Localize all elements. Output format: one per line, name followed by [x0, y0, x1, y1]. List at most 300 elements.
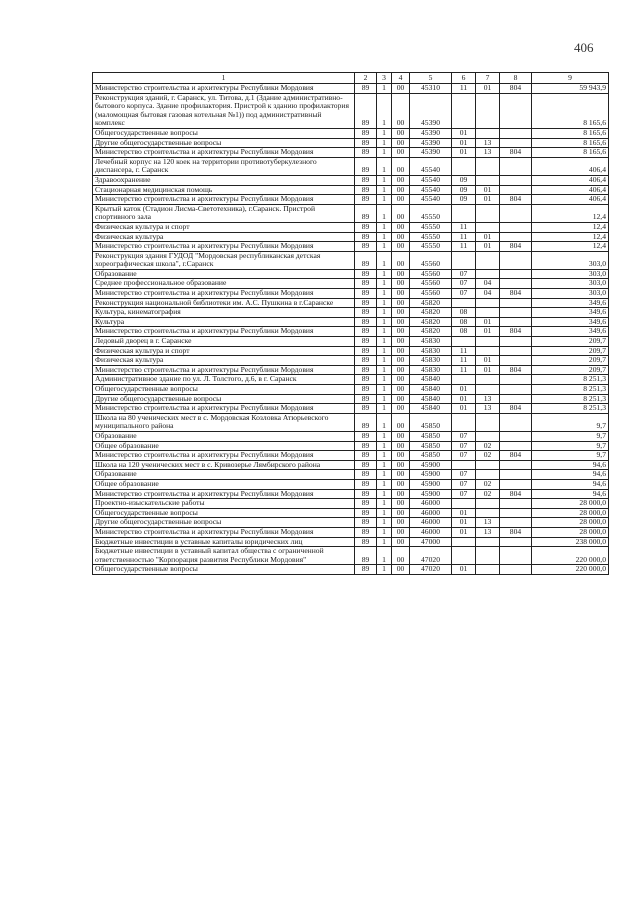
row-code-3: 1 [377, 289, 392, 299]
row-code-6: 11 [452, 84, 476, 94]
row-name: Школа на 80 ученических мест в с. Мордовская Козловка Атюрьевского муниципального района [93, 413, 355, 431]
row-code-5: 45830 [410, 337, 452, 347]
row-name: Общегосударственные вопросы [93, 128, 355, 138]
row-amount: 8 165,6 [532, 128, 609, 138]
row-code-5: 45390 [410, 148, 452, 158]
row-code-3: 1 [377, 317, 392, 327]
row-code-3: 1 [377, 308, 392, 318]
table-row [93, 93, 609, 128]
row-code-8 [500, 232, 532, 242]
row-code-8 [500, 413, 532, 431]
row-code-3: 1 [377, 138, 392, 148]
table-row [93, 251, 609, 269]
table-row [93, 84, 609, 94]
row-code-4: 00 [392, 547, 410, 565]
row-amount: 8 165,6 [532, 148, 609, 158]
row-code-5: 45850 [410, 451, 452, 461]
row-code-3: 1 [377, 508, 392, 518]
row-amount: 303,0 [532, 269, 609, 279]
row-code-2: 89 [355, 128, 377, 138]
row-code-8 [500, 337, 532, 347]
row-code-3: 1 [377, 460, 392, 470]
row-code-5: 45560 [410, 279, 452, 289]
row-amount: 94,6 [532, 479, 609, 489]
row-code-7 [476, 499, 500, 509]
row-code-2: 89 [355, 460, 377, 470]
row-code-8 [500, 317, 532, 327]
row-amount: 12,4 [532, 232, 609, 242]
column-header: 8 [500, 73, 532, 84]
row-amount: 8 251,3 [532, 375, 609, 385]
row-code-8 [500, 508, 532, 518]
row-code-3: 1 [377, 451, 392, 461]
row-code-8 [500, 441, 532, 451]
row-code-5: 45850 [410, 431, 452, 441]
row-code-2: 89 [355, 84, 377, 94]
row-code-7: 01 [476, 84, 500, 94]
row-code-4: 00 [392, 537, 410, 547]
row-code-3: 1 [377, 365, 392, 375]
row-code-6: 07 [452, 441, 476, 451]
row-code-7: 13 [476, 138, 500, 148]
row-code-4: 00 [392, 93, 410, 128]
row-code-5: 45540 [410, 185, 452, 195]
row-code-7: 01 [476, 327, 500, 337]
row-code-6: 07 [452, 451, 476, 461]
row-code-4: 00 [392, 222, 410, 232]
row-name: Физическая культура [93, 356, 355, 366]
row-name: Министерство строительства и архитектуры Республики Мордовия [93, 84, 355, 94]
row-code-3: 1 [377, 356, 392, 366]
row-code-8 [500, 279, 532, 289]
row-code-7 [476, 547, 500, 565]
row-amount: 9,7 [532, 441, 609, 451]
row-name: Министерство строительства и архитектуры Республики Мордовия [93, 404, 355, 414]
row-code-7: 13 [476, 148, 500, 158]
table-row [93, 356, 609, 366]
row-code-5: 45840 [410, 375, 452, 385]
row-code-4: 00 [392, 460, 410, 470]
row-code-5: 45560 [410, 289, 452, 299]
row-name: Крытый каток (Стадион Лисма-Светотехника), г.Саранск. Пристрой спортивного зала [93, 204, 355, 222]
row-name: Общее образование [93, 479, 355, 489]
row-code-7: 01 [476, 242, 500, 252]
row-code-4: 00 [392, 148, 410, 158]
row-code-7: 02 [476, 441, 500, 451]
row-code-5: 45540 [410, 157, 452, 175]
row-name: Бюджетные инвестиции в уставный капитал общества с ограниченной ответственностью "Корпорация развития Республики Мордовия" [93, 547, 355, 565]
row-code-5: 45820 [410, 317, 452, 327]
row-code-6 [452, 157, 476, 175]
row-amount: 349,6 [532, 317, 609, 327]
table-body [93, 84, 609, 575]
row-name: Другие общегосударственные вопросы [93, 518, 355, 528]
table-row [93, 204, 609, 222]
row-code-4: 00 [392, 317, 410, 327]
row-code-6: 01 [452, 138, 476, 148]
row-code-8: 804 [500, 404, 532, 414]
row-code-6: 09 [452, 175, 476, 185]
row-amount: 12,4 [532, 204, 609, 222]
row-amount: 406,4 [532, 175, 609, 185]
row-code-6 [452, 298, 476, 308]
table-row [93, 404, 609, 414]
row-code-5: 47000 [410, 537, 452, 547]
table-row [93, 565, 609, 575]
row-code-2: 89 [355, 222, 377, 232]
row-code-2: 89 [355, 195, 377, 205]
row-amount: 349,6 [532, 327, 609, 337]
row-code-5: 45900 [410, 489, 452, 499]
row-code-2: 89 [355, 394, 377, 404]
row-code-7: 02 [476, 451, 500, 461]
row-code-2: 89 [355, 441, 377, 451]
row-code-7 [476, 413, 500, 431]
row-code-6: 01 [452, 128, 476, 138]
row-amount: 94,6 [532, 460, 609, 470]
row-code-6 [452, 460, 476, 470]
row-amount: 9,7 [532, 451, 609, 461]
column-header: 5 [410, 73, 452, 84]
row-code-5: 45390 [410, 138, 452, 148]
row-code-3: 1 [377, 385, 392, 395]
row-code-4: 00 [392, 279, 410, 289]
row-code-5: 45550 [410, 242, 452, 252]
row-code-4: 00 [392, 327, 410, 337]
column-header: 2 [355, 73, 377, 84]
row-code-5: 45900 [410, 460, 452, 470]
row-code-8 [500, 251, 532, 269]
row-name: Здравоохранение [93, 175, 355, 185]
row-code-3: 1 [377, 298, 392, 308]
row-code-5: 45820 [410, 327, 452, 337]
row-code-4: 00 [392, 242, 410, 252]
row-code-2: 89 [355, 356, 377, 366]
row-code-8 [500, 518, 532, 528]
row-code-4: 00 [392, 404, 410, 414]
row-code-2: 89 [355, 269, 377, 279]
row-code-3: 1 [377, 413, 392, 431]
row-amount: 8 165,6 [532, 138, 609, 148]
row-code-7: 02 [476, 489, 500, 499]
row-code-2: 89 [355, 547, 377, 565]
row-code-6 [452, 413, 476, 431]
row-code-4: 00 [392, 298, 410, 308]
row-name: Образование [93, 431, 355, 441]
row-code-8 [500, 470, 532, 480]
row-code-6: 01 [452, 404, 476, 414]
row-amount: 349,6 [532, 308, 609, 318]
row-amount: 9,7 [532, 413, 609, 431]
row-name: Министерство строительства и архитектуры Республики Мордовия [93, 242, 355, 252]
row-code-7 [476, 251, 500, 269]
row-code-2: 89 [355, 204, 377, 222]
row-code-5: 45560 [410, 269, 452, 279]
row-code-3: 1 [377, 222, 392, 232]
row-code-4: 00 [392, 157, 410, 175]
row-code-7 [476, 337, 500, 347]
row-name: Среднее профессиональное образование [93, 279, 355, 289]
row-code-8 [500, 537, 532, 547]
row-code-6: 01 [452, 385, 476, 395]
row-code-6: 09 [452, 195, 476, 205]
row-code-8 [500, 394, 532, 404]
row-code-7 [476, 537, 500, 547]
row-code-4: 00 [392, 365, 410, 375]
row-code-8 [500, 308, 532, 318]
row-code-3: 1 [377, 537, 392, 547]
table-row [93, 346, 609, 356]
row-code-7: 13 [476, 527, 500, 537]
row-code-4: 00 [392, 175, 410, 185]
row-code-5: 45820 [410, 308, 452, 318]
row-name: Общее образование [93, 441, 355, 451]
row-code-3: 1 [377, 565, 392, 575]
table-row [93, 157, 609, 175]
row-code-6: 01 [452, 394, 476, 404]
row-code-8: 804 [500, 242, 532, 252]
row-code-6 [452, 537, 476, 547]
row-code-7 [476, 128, 500, 138]
row-code-3: 1 [377, 195, 392, 205]
row-code-5: 47020 [410, 565, 452, 575]
row-code-8: 804 [500, 489, 532, 499]
row-code-5: 45560 [410, 251, 452, 269]
row-code-8 [500, 185, 532, 195]
row-code-2: 89 [355, 232, 377, 242]
row-name: Образование [93, 269, 355, 279]
row-name: Общегосударственные вопросы [93, 508, 355, 518]
row-code-2: 89 [355, 148, 377, 158]
row-code-5: 45840 [410, 385, 452, 395]
table-row [93, 460, 609, 470]
row-code-7 [476, 175, 500, 185]
row-code-8 [500, 346, 532, 356]
row-code-4: 00 [392, 565, 410, 575]
row-code-3: 1 [377, 527, 392, 537]
row-code-4: 00 [392, 346, 410, 356]
row-code-7: 04 [476, 279, 500, 289]
row-code-7 [476, 470, 500, 480]
row-code-8: 804 [500, 365, 532, 375]
row-code-3: 1 [377, 441, 392, 451]
row-code-2: 89 [355, 413, 377, 431]
row-name: Стационарная медицинская помощь [93, 185, 355, 195]
row-code-7 [476, 565, 500, 575]
row-amount: 59 943,9 [532, 84, 609, 94]
row-code-3: 1 [377, 337, 392, 347]
row-amount: 12,4 [532, 242, 609, 252]
row-amount: 220 000,0 [532, 565, 609, 575]
row-code-3: 1 [377, 251, 392, 269]
row-code-6: 07 [452, 279, 476, 289]
row-code-5: 46000 [410, 518, 452, 528]
row-code-2: 89 [355, 565, 377, 575]
row-code-6: 07 [452, 431, 476, 441]
row-code-2: 89 [355, 308, 377, 318]
row-code-7 [476, 269, 500, 279]
row-code-3: 1 [377, 128, 392, 138]
row-code-4: 00 [392, 508, 410, 518]
row-code-6: 11 [452, 346, 476, 356]
row-code-8: 804 [500, 527, 532, 537]
row-code-6: 01 [452, 527, 476, 537]
row-code-4: 00 [392, 441, 410, 451]
row-code-6: 01 [452, 508, 476, 518]
row-amount: 209,7 [532, 365, 609, 375]
row-code-3: 1 [377, 232, 392, 242]
row-code-3: 1 [377, 479, 392, 489]
row-code-4: 00 [392, 385, 410, 395]
row-amount: 238 000,0 [532, 537, 609, 547]
row-code-7: 02 [476, 479, 500, 489]
row-code-4: 00 [392, 489, 410, 499]
row-code-6 [452, 499, 476, 509]
row-name: Министерство строительства и архитектуры Республики Мордовия [93, 148, 355, 158]
row-name: Образование [93, 470, 355, 480]
table-row [93, 451, 609, 461]
table-row [93, 527, 609, 537]
row-amount: 209,7 [532, 337, 609, 347]
row-code-2: 89 [355, 327, 377, 337]
column-header: 3 [377, 73, 392, 84]
table-row [93, 195, 609, 205]
row-code-8 [500, 479, 532, 489]
row-code-7 [476, 431, 500, 441]
row-code-6: 08 [452, 317, 476, 327]
row-name: Культура, кинематография [93, 308, 355, 318]
table-row [93, 547, 609, 565]
row-code-4: 00 [392, 84, 410, 94]
row-code-2: 89 [355, 489, 377, 499]
row-code-6: 01 [452, 518, 476, 528]
row-name: Министерство строительства и архитектуры Республики Мордовия [93, 327, 355, 337]
row-code-8: 804 [500, 327, 532, 337]
row-code-8 [500, 157, 532, 175]
table-row [93, 413, 609, 431]
row-code-3: 1 [377, 375, 392, 385]
row-code-6: 07 [452, 289, 476, 299]
row-code-3: 1 [377, 346, 392, 356]
row-code-2: 89 [355, 431, 377, 441]
row-code-2: 89 [355, 508, 377, 518]
row-code-3: 1 [377, 518, 392, 528]
row-code-2: 89 [355, 242, 377, 252]
column-header: 9 [532, 73, 609, 84]
row-name: Физическая культура и спорт [93, 222, 355, 232]
row-code-4: 00 [392, 479, 410, 489]
row-amount: 303,0 [532, 251, 609, 269]
row-amount: 12,4 [532, 222, 609, 232]
row-code-5: 46000 [410, 527, 452, 537]
row-code-8 [500, 431, 532, 441]
row-name: Лечебный корпус на 120 коек на территории противотуберкулезного диспансера, г. Саранск [93, 157, 355, 175]
row-amount: 28 000,0 [532, 518, 609, 528]
row-code-8 [500, 204, 532, 222]
row-code-6: 08 [452, 308, 476, 318]
row-code-7 [476, 308, 500, 318]
row-amount: 406,4 [532, 195, 609, 205]
row-code-5: 45390 [410, 128, 452, 138]
row-code-5: 45850 [410, 441, 452, 451]
table-row [93, 479, 609, 489]
row-code-6: 07 [452, 479, 476, 489]
row-amount: 209,7 [532, 356, 609, 366]
row-code-2: 89 [355, 251, 377, 269]
row-code-7: 13 [476, 518, 500, 528]
table-row [93, 518, 609, 528]
row-code-3: 1 [377, 279, 392, 289]
row-code-6: 11 [452, 232, 476, 242]
row-code-2: 89 [355, 518, 377, 528]
row-code-6: 11 [452, 365, 476, 375]
row-code-2: 89 [355, 365, 377, 375]
table-row [93, 470, 609, 480]
table-row [93, 242, 609, 252]
row-code-8: 804 [500, 289, 532, 299]
row-amount: 28 000,0 [532, 527, 609, 537]
row-code-2: 89 [355, 404, 377, 414]
table-row [93, 337, 609, 347]
row-code-6: 01 [452, 565, 476, 575]
row-code-3: 1 [377, 404, 392, 414]
row-name: Другие общегосударственные вопросы [93, 138, 355, 148]
row-code-3: 1 [377, 204, 392, 222]
row-code-8 [500, 565, 532, 575]
row-name: Министерство строительства и архитектуры Республики Мордовия [93, 289, 355, 299]
row-name: Бюджетные инвестиции в уставные капиталы юридических лиц [93, 537, 355, 547]
row-code-8: 804 [500, 84, 532, 94]
table-row [93, 431, 609, 441]
row-code-7 [476, 222, 500, 232]
row-amount: 406,4 [532, 185, 609, 195]
row-code-6 [452, 547, 476, 565]
row-code-5: 46000 [410, 508, 452, 518]
row-code-8: 804 [500, 451, 532, 461]
row-code-2: 89 [355, 157, 377, 175]
row-code-5: 45900 [410, 479, 452, 489]
row-code-2: 89 [355, 537, 377, 547]
row-amount: 220 000,0 [532, 547, 609, 565]
row-code-5: 45840 [410, 404, 452, 414]
row-code-4: 00 [392, 413, 410, 431]
row-code-5: 45850 [410, 413, 452, 431]
row-name: Другие общегосударственные вопросы [93, 394, 355, 404]
row-code-3: 1 [377, 499, 392, 509]
row-code-6 [452, 204, 476, 222]
row-code-7 [476, 157, 500, 175]
row-code-8 [500, 356, 532, 366]
row-name: Проектно-изыскательские работы [93, 499, 355, 509]
row-code-4: 00 [392, 470, 410, 480]
row-code-6 [452, 375, 476, 385]
row-code-7 [476, 298, 500, 308]
row-code-4: 00 [392, 527, 410, 537]
row-code-5: 47020 [410, 547, 452, 565]
row-code-8: 804 [500, 148, 532, 158]
row-name: Административное здание по ул. Л. Толстого, д.6, в г. Саранск [93, 375, 355, 385]
row-code-6: 11 [452, 242, 476, 252]
row-code-2: 89 [355, 317, 377, 327]
row-code-4: 00 [392, 269, 410, 279]
table-row [93, 175, 609, 185]
row-code-2: 89 [355, 375, 377, 385]
page-number: 406 [574, 40, 594, 55]
row-amount: 9,7 [532, 431, 609, 441]
row-code-7: 01 [476, 232, 500, 242]
row-code-3: 1 [377, 470, 392, 480]
row-code-3: 1 [377, 394, 392, 404]
